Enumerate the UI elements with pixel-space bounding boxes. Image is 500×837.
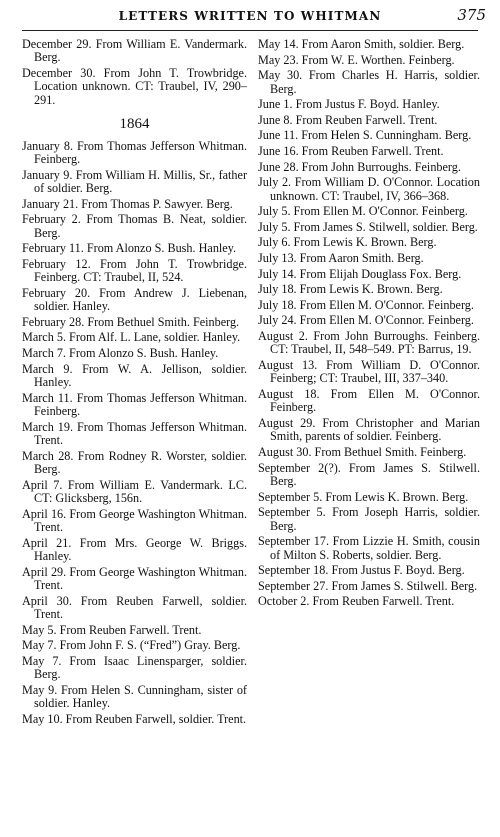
letter-entry: August 30. From Bethuel Smith. Feinberg. — [258, 444, 467, 459]
letter-entry: May 7. From John F. S. (“Fred”) Gray. Berg. — [22, 638, 241, 653]
letter-entry: April 7. From William E. Vandermark. LC. CT: Glicksberg, 156n. — [22, 477, 247, 505]
letter-entry: April 21. From Mrs. George W. Briggs. Hanley. — [22, 535, 247, 563]
letter-entry: June 28. From John Burroughs. Feinberg. — [258, 159, 461, 174]
letter-entry: February 28. From Bethuel Smith. Feinberg. — [22, 314, 240, 329]
letter-entry: January 8. From Thomas Jefferson Whitman. Feinberg. — [22, 138, 247, 167]
letter-entry: June 1. From Justus F. Boyd. Hanley. — [258, 97, 440, 112]
letter-entry: July 5. From Ellen M. O'Connor. Feinberg. — [258, 204, 468, 219]
header-rule — [22, 30, 478, 31]
letter-entry: April 16. From George Washington Whitman. Trent. — [22, 506, 247, 534]
letter-entry: March 11. From Thomas Jefferson Whitman. Feinberg. — [22, 390, 247, 418]
letter-entry: March 7. From Alonzo S. Bush. Hanley. — [22, 346, 219, 360]
right-column — [258, 38, 480, 611]
letter-entry: May 14. From Aaron Smith, soldier. Berg. — [258, 37, 465, 51]
letter-entry: September 27. From James S. Stilwell. Berg. — [258, 578, 478, 593]
letter-entry: August 2. From John Burroughs. Feinberg. CT: Traubel, II, 548–549. PT: Barrus, 19. — [258, 328, 480, 357]
letter-entry: June 16. From Reuben Farwell. Trent. — [258, 143, 444, 158]
letter-entry: September 5. From Joseph Harris, soldier. Berg. — [258, 505, 480, 533]
letter-entry: February 20. From Andrew J. Liebenan, soldier. Hanley. — [22, 285, 247, 314]
letter-entry: July 18. From Ellen M. O'Connor. Feinberg. — [258, 297, 474, 312]
letter-entry: July 18. From Lewis K. Brown. Berg. — [258, 282, 443, 297]
letter-entry: June 8. From Reuben Farwell. Trent. — [258, 112, 438, 127]
letter-entry: May 5. From Reuben Farwell. Trent. — [22, 622, 202, 637]
letter-entry: May 9. From Helen S. Cunningham, sister of soldier. Hanley. — [22, 682, 247, 711]
letter-entry: August 18. From Ellen M. O'Connor. Feinberg. — [258, 386, 480, 415]
letter-entry: December 29. From William E. Vandermark. Berg. — [22, 37, 247, 65]
letter-entry: May 7. From Isaac Linensparger, soldier. Berg. — [22, 653, 247, 682]
letter-entry: July 13. From Aaron Smith. Berg. — [258, 250, 424, 265]
letter-entry: July 2. From William D. O'Connor. Location unknown. CT: Traubel, IV, 366–368. — [258, 175, 480, 203]
letter-entry: March 5. From Alf. L. Lane, soldier. Hanley. — [22, 330, 241, 345]
letter-entry: July 6. From Lewis K. Brown. Berg. — [258, 235, 437, 250]
letter-entry: January 21. From Thomas P. Sawyer. Berg. — [22, 196, 233, 211]
left-column — [22, 38, 247, 728]
letter-entry: May 23. From W. E. Worthen. Feinberg. — [258, 52, 455, 67]
letter-entry: February 2. From Thomas B. Neat, soldier. Berg. — [22, 212, 247, 240]
letter-entry: September 18. From Justus F. Boyd. Berg. — [258, 563, 465, 578]
letter-entry: March 9. From W. A. Jellison, soldier. Hanley. — [22, 361, 247, 389]
page-header — [0, 6, 500, 30]
letter-entry: September 2(?). From James S. Stilwell. Berg. — [258, 460, 480, 488]
letter-entry: August 29. From Christopher and Marian Smith, parents of soldier. Feinberg. — [258, 415, 480, 444]
letter-entry: May 10. From Reuben Farwell, soldier. Trent. — [22, 711, 247, 726]
letter-entry: April 29. From George Washington Whitman. Trent. — [22, 564, 247, 592]
letter-entry: September 5. From Lewis K. Brown. Berg. — [258, 489, 469, 504]
letter-entry: July 14. From Elijah Douglass Fox. Berg. — [258, 266, 462, 281]
page-number: 375 — [457, 6, 486, 24]
letter-entry: July 5. From James S. Stilwell, soldier. Berg. — [258, 219, 478, 234]
letter-entry: August 13. From William D. O'Connor. Feinberg; CT: Traubel, III, 337–340. — [258, 357, 480, 386]
letter-entry: September 17. From Lizzie H. Smith, cousin of Milton S. Roberts, soldier. Berg. — [258, 534, 480, 562]
letter-entry: May 30. From Charles H. Harris, soldier. Berg. — [258, 68, 480, 96]
year-heading: 1864 — [119, 116, 150, 133]
letter-entry: June 11. From Helen S. Cunningham. Berg. — [258, 128, 472, 143]
letter-entry: January 9. From William H. Millis, Sr., father of soldier. Berg. — [22, 167, 247, 196]
letter-entry: October 2. From Reuben Farwell. Trent. — [258, 594, 455, 609]
running-title: LETTERS WRITTEN TO WHITMAN — [118, 9, 382, 23]
letter-entry: April 30. From Reuben Farwell, soldier. Trent. — [22, 593, 247, 621]
letter-entry: February 11. From Alonzo S. Bush. Hanley. — [22, 241, 237, 256]
letter-entry: February 12. From John T. Trowbridge. Feinberg. CT: Traubel, II, 524. — [22, 256, 247, 285]
letter-entry: March 19. From Thomas Jefferson Whitman. Trent. — [22, 419, 247, 447]
letter-entry: July 24. From Ellen M. O'Connor. Feinberg. — [258, 313, 474, 328]
letter-entry: March 28. From Rodney R. Worster, soldier. Berg. — [22, 448, 247, 476]
letter-entry: December 30. From John T. Trowbridge. Location unknown. CT: Traubel, IV, 290–291. — [22, 66, 247, 107]
